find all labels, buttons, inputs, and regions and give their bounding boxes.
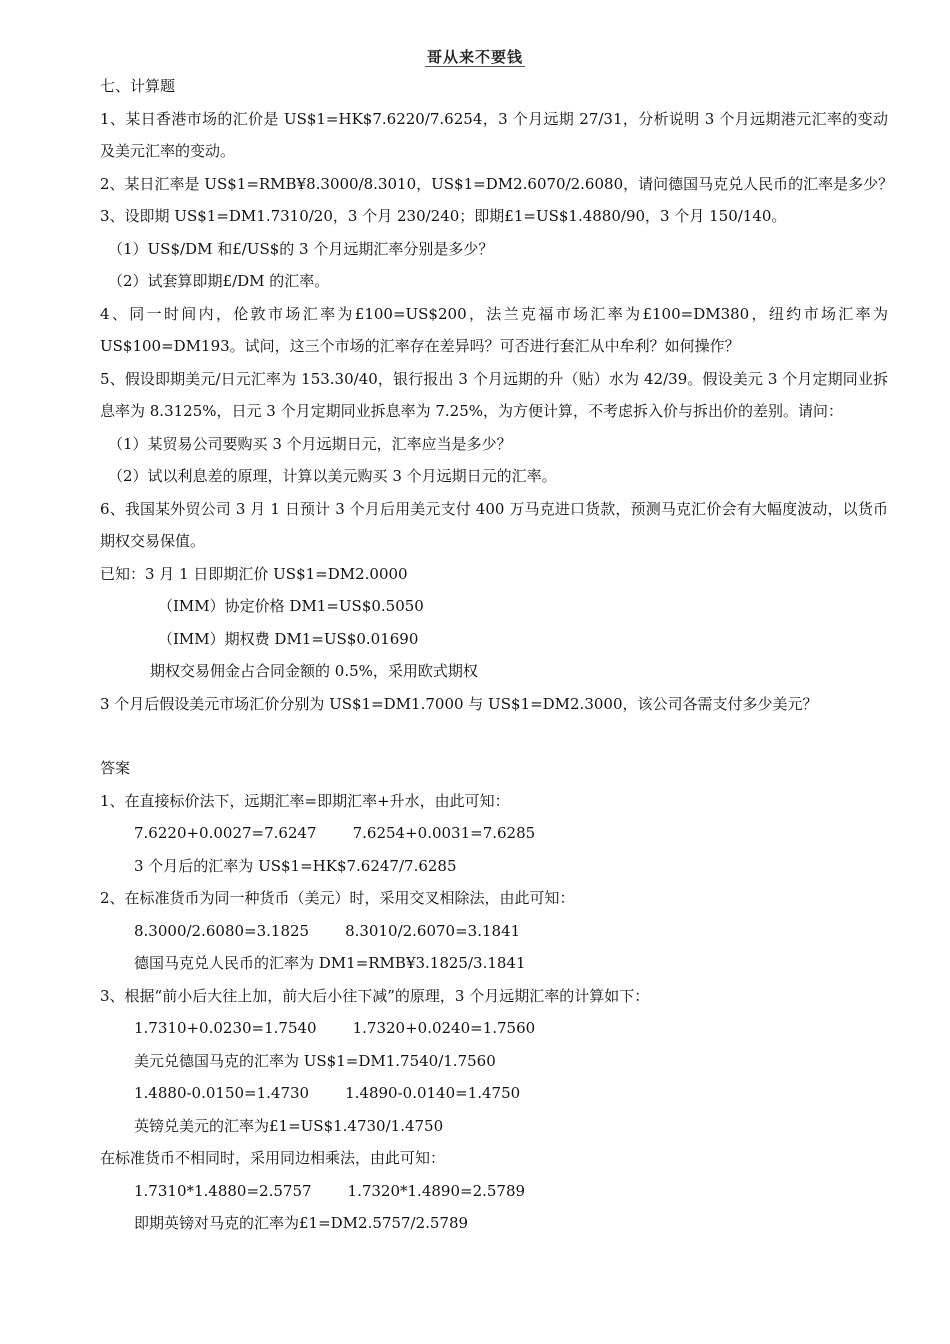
question-5-part-1: （1）某贸易公司要购买 3 个月远期日元，汇率应当是多少？ xyxy=(108,434,512,453)
document-body xyxy=(68,70,894,1240)
question-6-ask: 3 个月后假设美元市场汇价分别为 US$1=DM1.7000 与 US$1=DM2.3000，该公司各需支付多少美元？ xyxy=(100,694,818,713)
answer-3-calc-gbp xyxy=(68,1077,888,1110)
answer-3-calc-dm-ask: 1.7320+0.0240=1.7560 xyxy=(352,1019,536,1037)
answer-2-calc-bid: 8.3000/2.6080=3.1825 xyxy=(134,921,310,940)
answer-3-result-cross: 即期英镑对马克的汇率为£1=DM2.5757/2.5789 xyxy=(134,1214,469,1232)
answer-3-cross-intro: 在标准货币不相同时，采用同边相乘法，由此可知： xyxy=(100,1149,446,1167)
answer-3-calc-gbp-ask: 1.4890-0.0140=1.4750 xyxy=(345,1084,521,1102)
question-6: 6、我国某外贸公司 3 月 1 日预计 3 个月后用美元支付 400 万马克进口货款，预测马克汇价会有大幅度波动，以货币期权交易保值。 xyxy=(100,499,888,550)
question-5: 5、假设即期美元/日元汇率为 153.30/40，银行报出 3 个月远期的升（贴）水为 42/39。假设美元 3 个月定期同业拆息率为 8.3125%，日元 3 个月定期同业拆息率为 7.25%，为方便计算，不考虑拆入价与拆出价的差别。请问： xyxy=(100,369,888,420)
section-title: 七、计算题 xyxy=(100,77,176,95)
answer-2-calc-ask: 8.3010/2.6070=3.1841 xyxy=(345,921,521,940)
question-6-known-premium: （IMM）期权费 DM1=US$0.01690 xyxy=(158,629,419,648)
question-4: 4、同一时间内，伦敦市场汇率为£100=US$200，法兰克福市场汇率为£100=DM380，纽约市场汇率为 US$100=DM193。试问，这三个市场的汇率存在差异吗？可否进行套汇从中牟利？如何操作？ xyxy=(100,304,888,355)
page-header xyxy=(0,46,950,67)
question-3-part-1: （1）US$/DM 和£/US$的 3 个月远期汇率分别是多少？ xyxy=(108,239,494,258)
answer-3-calc-dm-bid: 1.7310+0.0230=1.7540 xyxy=(134,1019,317,1037)
question-6-known-commission: 期权交易佣金占合同金额的 0.5%，采用欧式期权 xyxy=(150,662,478,680)
answer-1-calc-ask: 7.6254+0.0031=7.6285 xyxy=(352,824,536,842)
answer-3-result-gbp: 英镑兑美元的汇率为£1=US$1.4730/1.4750 xyxy=(134,1116,444,1135)
spacer xyxy=(68,720,888,752)
question-5-part-2: （2）试以利息差的原理，计算以美元购买 3 个月远期日元的汇率。 xyxy=(108,467,557,485)
answers-title: 答案 xyxy=(100,759,131,777)
answer-2-result: 德国马克兑人民币的汇率为 DM1=RMB¥3.1825/3.1841 xyxy=(134,954,526,972)
question-3: 3、设即期 US$1=DM1.7310/20，3 个月 230/240；即期£1=US$1.4880/90，3 个月 150/140。 xyxy=(100,207,787,225)
answer-2: 2、在标准货币为同一种货币（美元）时，采用交叉相除法，由此可知： xyxy=(100,889,575,907)
header-text: 哥从来不要钱 xyxy=(426,48,523,66)
answer-3-calc-cross-bid: 1.7310*1.4880=2.5757 xyxy=(134,1181,312,1200)
question-3-part-2: （2）试套算即期£/DM 的汇率。 xyxy=(108,272,330,290)
answer-3-result-dm: 美元兑德国马克的汇率为 US$1=DM1.7540/1.7560 xyxy=(134,1051,496,1070)
question-6-known: 已知：3 月 1 日即期汇价 US$1=DM2.0000 xyxy=(100,564,408,583)
question-1: 1、某日香港市场的汇价是 US$1=HK$7.6220/7.6254，3 个月远期 27/31，分析说明 3 个月远期港元汇率的变动及美元汇率的变动。 xyxy=(100,109,888,160)
answer-3-calc-dm xyxy=(68,1012,888,1045)
answer-1-calc xyxy=(68,817,888,850)
question-6-known-strike: （IMM）协定价格 DM1=US$0.5050 xyxy=(158,597,424,615)
question-2: 2、某日汇率是 US$1=RMB¥8.3000/8.3010，US$1=DM2.6070/2.6080，请问德国马克兑人民币的汇率是多少？ xyxy=(100,174,894,193)
answer-1-calc-bid: 7.6220+0.0027=7.6247 xyxy=(134,824,317,842)
answer-1: 1、在直接标价法下，远期汇率=即期汇率+升水，由此可知： xyxy=(100,791,510,810)
answer-3-calc-cross-ask: 1.7320*1.4890=2.5789 xyxy=(347,1181,526,1200)
answer-3: 3、根据“前小后大往上加，前大后小往下减”的原理，3 个月远期汇率的计算如下： xyxy=(100,986,650,1005)
answer-2-calc xyxy=(68,915,888,948)
answer-1-result: 3 个月后的汇率为 US$1=HK$7.6247/7.6285 xyxy=(134,856,457,875)
answer-3-calc-cross xyxy=(68,1175,888,1208)
answer-3-calc-gbp-bid: 1.4880-0.0150=1.4730 xyxy=(134,1084,310,1102)
